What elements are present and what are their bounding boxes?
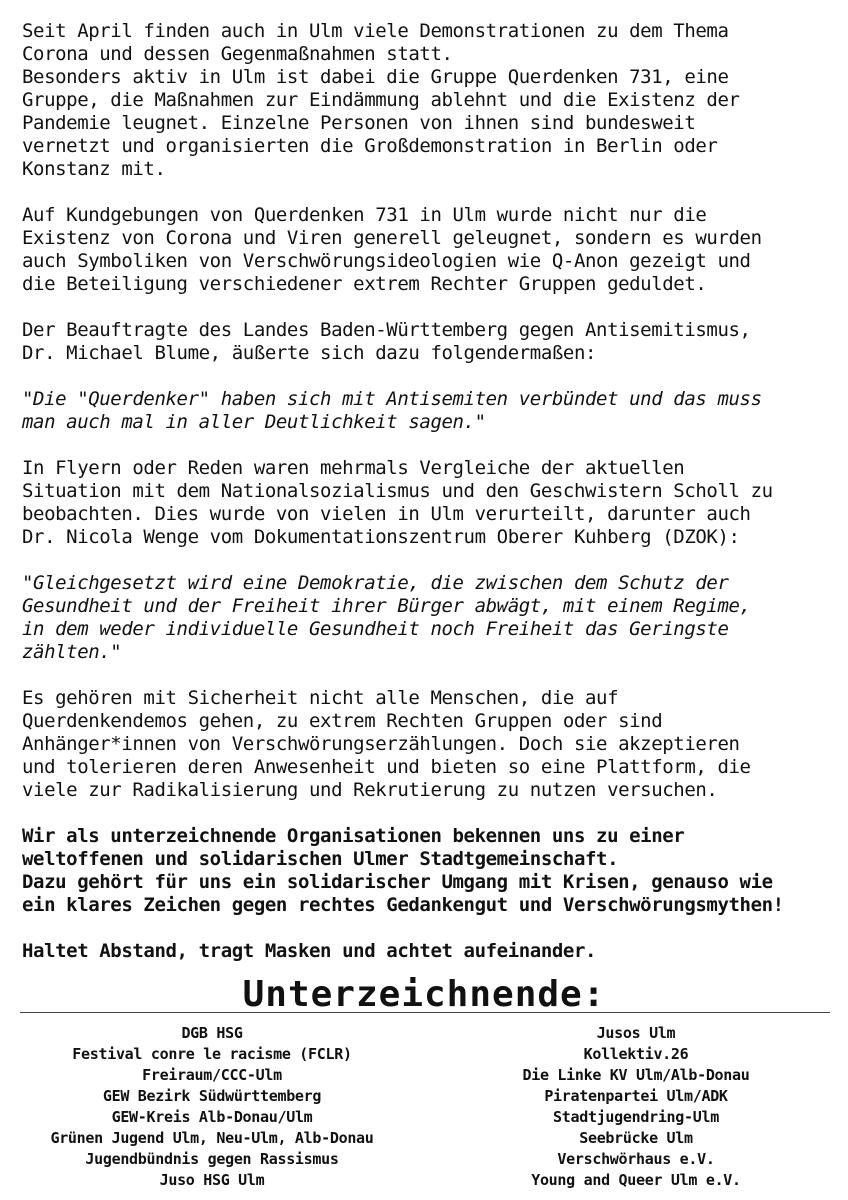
signatory: Freiraum/CCC-Ulm: [142, 1066, 282, 1084]
signatory: Stadtjugendring-Ulm: [553, 1108, 719, 1126]
signatory: Young and Queer Ulm e.V.: [531, 1171, 741, 1189]
signatory: Kollektiv.26: [583, 1045, 689, 1063]
signatories-heading: Unterzeichnende:: [242, 974, 606, 1015]
paragraph-tolerance: Es gehören mit Sicherheit nicht alle Menschen, die auf Querdenkendemos gehen, zu extrem Rechten Gruppen oder sind Anhänger*innen von Verschwörungserzählungen. Doch sie akzeptieren und tolerieren deren Anwesenheit und bieten so eine Plattform, die viele zur Radikalisierung und Rekrutierung zu nutzen versuchen.: [22, 687, 751, 801]
paragraph-intro: Seit April finden auch in Ulm viele Demonstrationen zu dem Thema Corona und dessen Gegenmaßnahmen statt. Besonders aktiv in Ulm ist dabei die Gruppe Querdenken 731, eine Gruppe, die Maßnahmen zur Eindämmung ablehnt und die Existenz der Pandemie leugnet. Einzelne Personen von ihnen sind bundesweit vernetzt und organisierten die Großdemonstration in Berlin oder Konstanz mit.: [22, 20, 740, 180]
signatory: Grünen Jugend Ulm, Neu-Ulm, Alb-Donau: [50, 1129, 374, 1147]
signatory: Festival conre le racisme (FCLR): [72, 1045, 352, 1063]
closing-appeal: Haltet Abstand, tragt Masken und achtet aufeinander.: [22, 940, 597, 962]
document-body: [22, 20, 832, 986]
paragraph-rallies: Auf Kundgebungen von Querdenken 731 in Ulm wurde nicht nur die Existenz von Corona und Viren generell geleugnet, sondern es wurden auch Symboliken von Verschwörungsideologien wie Q-Anon gezeigt und die Beteiligung verschiedener extrem Rechter Gruppen geduldet.: [22, 204, 762, 295]
paragraph-commissioner: Der Beauftragte des Landes Baden-Württemberg gegen Antisemitismus, Dr. Michael Blume, äußerte sich dazu folgendermaßen:: [22, 319, 751, 364]
signatory: Juso HSG Ulm: [159, 1171, 265, 1189]
signatory: DGB HSG: [181, 1024, 243, 1042]
signatory: Seebrücke Ulm: [579, 1129, 693, 1147]
statement-organisations: Wir als unterzeichnende Organisationen bekennen uns zu einer weltoffenen und solidarischen Ulmer Stadtgemeinschaft. Dazu gehört für uns ein solidarischer Umgang mit Krisen, genauso wie ein klares Zeichen gegen rechtes Gedankengut und Verschwörungsmythen!: [22, 825, 784, 916]
signatory: GEW Bezirk Südwürttemberg: [102, 1087, 322, 1105]
signatory: Die Linke KV Ulm/Alb-Donau: [522, 1066, 750, 1084]
signatory: Jusos Ulm: [596, 1024, 676, 1042]
signatories-right-column: [444, 1023, 828, 1191]
signatory: Piratenpartei Ulm/ADK: [544, 1087, 728, 1105]
quote-wenge: "Gleichgesetzt wird eine Demokratie, die zwischen dem Schutz der Gesundheit und der Freiheit ihrer Bürger abwägt, mit einem Regime, in dem weder individuelle Gesundheit noch Freiheit das Geringste zählten.": [22, 572, 751, 663]
signatory: Verschwörhaus e.V.: [557, 1150, 715, 1168]
paragraph-comparisons: In Flyern oder Reden waren mehrmals Vergleiche der aktuellen Situation mit dem Nationalsozialismus und den Geschwistern Scholl zu beobachten. Dies wurde von vielen in Ulm verurteilt, darunter auch Dr. Nicola Wenge vom Dokumentationszentrum Oberer Kuhberg (DZOK):: [22, 457, 773, 548]
signatories-left-column: [20, 1023, 404, 1191]
signatory: GEW-Kreis Alb-Donau/Ulm: [111, 1108, 313, 1126]
quote-blume: "Die "Querdenker" haben sich mit Antisemiten verbündet und das muss man auch mal in aller Deutlichkeit sagen.": [22, 388, 762, 433]
signatory: Jugendbündnis gegen Rassismus: [85, 1150, 339, 1168]
divider: [20, 1012, 830, 1013]
